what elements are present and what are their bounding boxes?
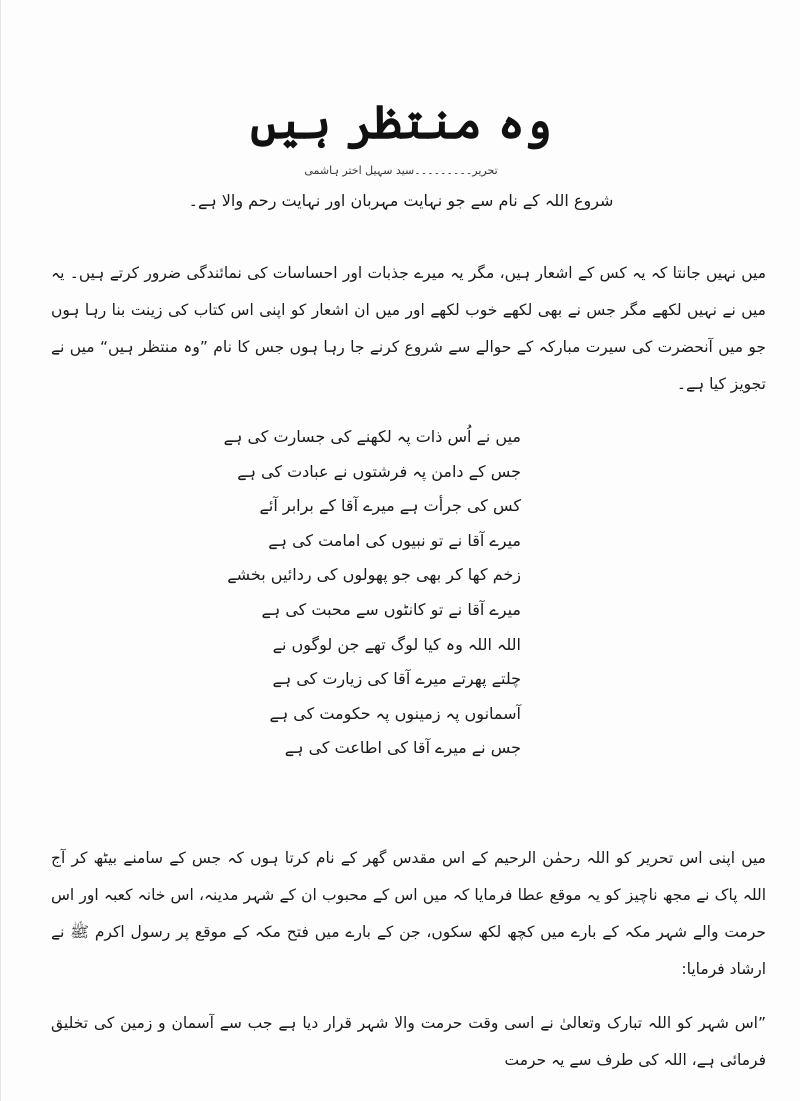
quote-paragraph: ”اس شہر کو اللہ تبارک وتعالیٰ نے اسی وقت حرمت والا شہر قرار دیا ہے جب سے آسمان و زمین کی تخلیق فرمائی ہے، اللہ کی طرف سے یہ حرمت	[51, 1014, 766, 1069]
poem-verse: میں نے اُس ذات پہ لکھنے کی جسارت کی ہے	[223, 427, 521, 446]
poem-verse: میرے آقا نے تو کانٹوں سے محبت کی ہے	[261, 599, 521, 619]
intro-paragraph: میں نہیں جانتا کہ یہ کس کے اشعار ہیں، مگر یہ میرے جذبات اور احساسات کی نمائندگی ضرور کرتے ہیں۔ یہ میں نے نہیں لکھے مگر جس نے بھی لکھے خوب لکھے اور میں ان اشعار کو اپنی اس کتاب کی زینت بنا رہا ہوں جو میں آنحضرت کی سیرت مبارکہ کے حوالے سے شروع کرنے جا رہا ہوں جس کا نام ”وہ منتظر ہیں“ میں نے تجویز کیا ہے۔	[51, 264, 766, 393]
poem-verse: جس کے دامن پہ فرشتوں نے عبادت کی ہے	[237, 461, 521, 481]
poem-verse: اللہ اللہ وہ کیا لوگ تھے جن لوگوں نے	[272, 634, 521, 654]
poem-verse: کس کی جرأت ہے میرے آقا کے برابر آئے	[259, 496, 521, 516]
poem-verse: میرے آقا نے تو نبیوں کی امامت کی ہے	[268, 530, 521, 550]
poem-verse: چلتے پھرتے میرے آقا کی زیارت کی ہے	[272, 669, 521, 689]
poem-verse: زخم کھا کر بھی جو پھولوں کی ردائیں بخشے	[227, 565, 521, 585]
page-title: وہ منتظر ہیں	[250, 95, 552, 149]
body-paragraph: میں اپنی اس تحریر کو اللہ رحمٰن الرحیم کے اس مقدس گھر کے نام کرتا ہوں کہ جس کے سامنے بیٹھ کر آج اللہ پاک نے مجھ ناچیز کو یہ موقع عطا فرمایا کہ میں اس کے محبوب ان کے شہر مدینہ، اس خانہ کعبہ اور اس حرمت والے شہر مکہ کے بارے میں کچھ لکھ سکوں، جن کے بارے میں فتح مکہ کے موقع پر رسول اکرم ﷺ نے ارشاد فرمایا:	[51, 849, 766, 978]
author-byline: تحریر۔۔۔۔۔۔۔۔۔سید سہیل اختر ہاشمی	[304, 164, 498, 177]
poem-verse: آسمانوں پہ زمینوں پہ حکومت کی ہے	[269, 703, 521, 723]
poem-block	[201, 420, 521, 766]
poem-verse: جس نے میرے آقا کی اطاعت کی ہے	[284, 738, 521, 758]
bismillah-line: شروع اللہ کے نام سے جو نہایت مہربان اور نہایت رحم والا ہے۔	[188, 191, 614, 210]
